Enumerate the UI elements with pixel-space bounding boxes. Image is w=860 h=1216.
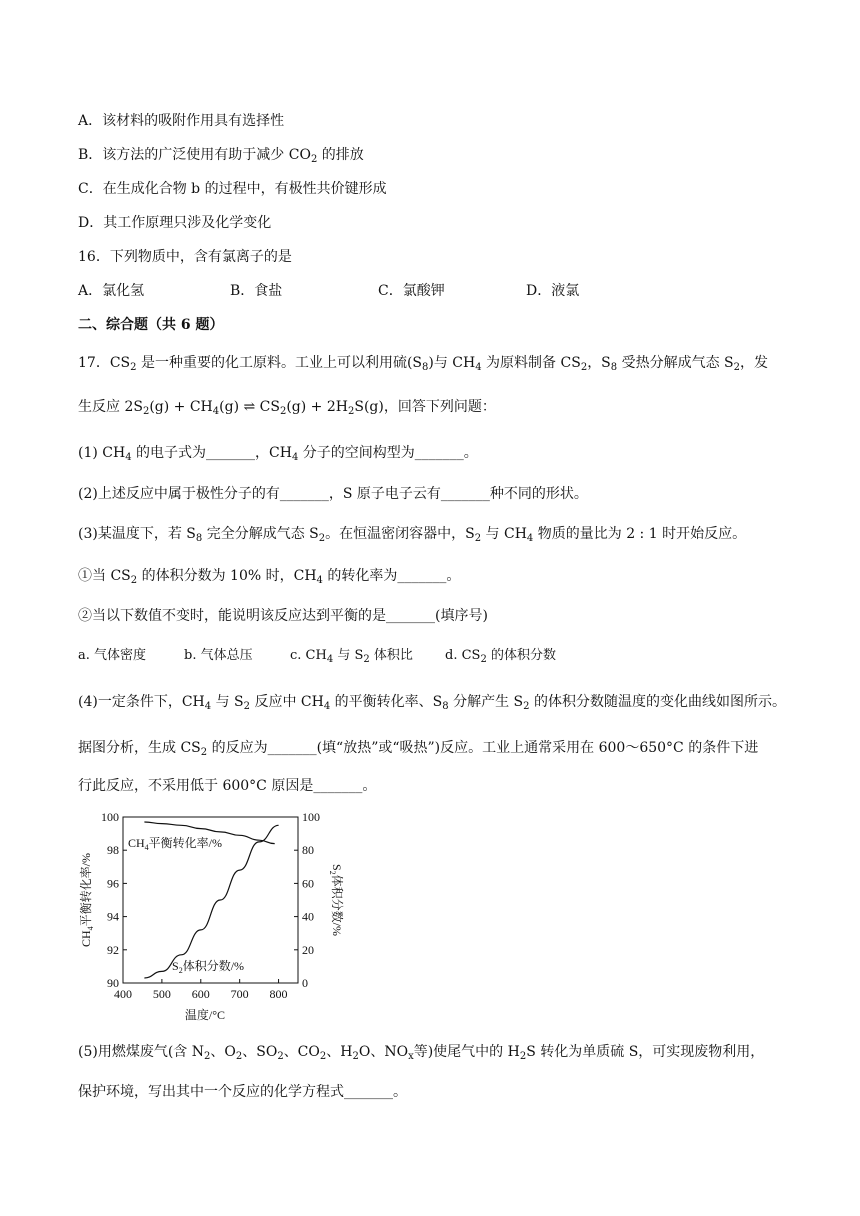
y-right-tick-label: 100	[302, 810, 320, 824]
series-label-ch4: $CH_4$平衡转化率/%	[128, 836, 223, 852]
y-right-tick-label: 0	[302, 976, 308, 990]
option-c: c. $CH_4$ 与 $S_2$ 体积比	[290, 648, 413, 665]
equilibrium-chart	[78, 800, 348, 1030]
chart-svg	[78, 800, 348, 1030]
q17-part4: (4)一定条件下，$CH_4$ 与 $S_2$ 反应中 $CH_4$ 的平衡转化率、$S_8$ 分解产生 $S_2$ 的体积分数随温度的变化曲线如图所示。	[78, 694, 786, 712]
x-tick-label: 400	[114, 987, 132, 1001]
option-a: a. 气体密度	[78, 648, 147, 663]
q17-part4-line2: 据图分析，生成 $CS_2$ 的反应为_______(填“放热”或“吸热”)反应。工业上通常采用在 600～650°C 的条件下进	[78, 740, 759, 758]
x-tick-label: 600	[191, 987, 210, 1001]
x-tick-label: 500	[152, 987, 171, 1001]
q17-part4-line3: 行此反应，不采用低于 600°C 原因是_______。	[78, 778, 377, 794]
option-16b: B．食盐	[230, 283, 283, 299]
q17-part5-line2: 保护环境，写出其中一个反应的化学方程式_______。	[78, 1084, 407, 1100]
q17-part1: (1) $CH_4$ 的电子式为_______，$CH_4$ 分子的空间构型为_______。	[78, 445, 478, 463]
y-right-tick-label: 20	[302, 942, 314, 957]
option-d: d. $CS_2$ 的体积分数	[445, 648, 556, 665]
question-16-options	[78, 281, 579, 301]
series-label-s2: $S_2$体积分数/%	[172, 959, 245, 975]
option-15d: D．其工作原理只涉及化学变化	[78, 215, 272, 231]
option-16a: A．氯化氢	[78, 283, 145, 299]
y-left-tick-label: 90	[107, 976, 119, 990]
y-left-tick-label: 92	[107, 942, 119, 957]
y-left-tick-label: 96	[107, 876, 119, 891]
x-tick-label: 800	[269, 987, 288, 1001]
section-heading: 二、综合题（共 6 题）	[78, 317, 224, 333]
q17-line1: 17．$CS_2$ 是一种重要的化工原料。工业上可以利用硫$(S_8)$与 $CH_4$ 为原料制备 $CS_2$，$S_8$ 受热分解成气态 $S_2$，发	[78, 355, 769, 373]
x-tick-label: 700	[230, 987, 249, 1001]
y-right-tick-label: 80	[302, 843, 314, 858]
option-16d: D．液氯	[526, 283, 580, 299]
q17-line2-equation: 生反应 $2S_2(g) + CH_4(g)$ ⇌ $CS_2(g) + 2H_2S(g)$，回答下列问题：	[78, 399, 496, 417]
q17-part5: (5)用燃煤废气(含 $N_2$、$O_2$、$SO_2$、$CO_2$、$H_2O$、$NO_x$等)使尾气中的 $H_2S$ 转化为单质硫 S，可实现废物利用，	[78, 1044, 765, 1062]
q17-part3-i: ①当 $CS_2$ 的体积分数为 10% 时，$CH_4$ 的转化率为_______。	[78, 568, 461, 586]
y-axis-left-label: $CH_4$平衡转化率/%	[79, 852, 95, 948]
q17-part3-ii: ②当以下数值不变时，能说明该反应达到平衡的是_______(填序号)	[78, 608, 488, 624]
x-axis-label: 温度/°C	[184, 1008, 226, 1022]
q17-part2: (2)上述反应中属于极性分子的有_______，S 原子电子云有_______种不同的形状。	[78, 486, 588, 502]
option-16c: C．氯酸钾	[378, 283, 445, 299]
option-b: b. 气体总压	[184, 648, 253, 663]
y-left-tick-label: 98	[107, 843, 119, 858]
y-right-tick-label: 40	[302, 909, 314, 924]
question-16-stem: 16．下列物质中，含有氯离子的是	[78, 249, 292, 265]
option-15b: B．该方法的广泛使用有助于减少 $CO_2$ 的排放	[78, 147, 364, 165]
y-left-tick-label: 100	[101, 810, 119, 824]
y-right-tick-label: 60	[302, 876, 314, 891]
option-15c: C．在生成化合物 b 的过程中，有极性共价键形成	[78, 181, 387, 197]
q17-part3: (3)某温度下，若 $S_8$ 完全分解成气态 $S_2$。在恒温密闭容器中，$S_2$ 与 $CH_4$ 物质的量比为 2 : 1 时开始反应。	[78, 526, 747, 544]
option-15a: A．该材料的吸附作用具有选择性	[78, 113, 285, 129]
y-axis-right-label: $S_2$体积分数/%	[328, 863, 344, 937]
q17-part3-options	[78, 646, 556, 670]
y-left-tick-label: 94	[107, 909, 119, 924]
